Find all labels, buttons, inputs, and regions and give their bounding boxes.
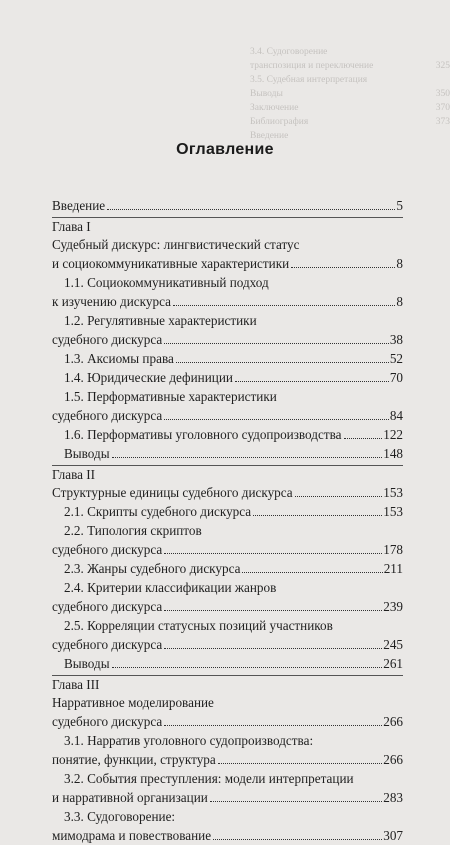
dot-leader — [164, 610, 382, 611]
toc-page-number: 8 — [396, 256, 403, 271]
toc-entry[interactable] — [52, 368, 403, 387]
bleed-line — [250, 101, 450, 115]
toc-page-number: 38 — [389, 332, 403, 347]
dot-leader — [210, 801, 382, 802]
toc-entry-title: 1.3. Аксиомы права — [64, 351, 174, 366]
toc-entry-line — [52, 387, 403, 406]
toc-entry-line — [52, 769, 403, 788]
toc-entry[interactable] — [52, 444, 403, 463]
toc-entry-title: Введение — [52, 198, 106, 213]
toc-entry-title: Нарративное моделирование — [52, 695, 214, 710]
toc-entry-title: судебного дискурса — [52, 714, 163, 729]
toc-page-number: 5 — [396, 198, 403, 213]
bleed-text: Заключение — [250, 103, 299, 113]
bleed-line — [250, 115, 450, 129]
toc-page-number: 283 — [383, 790, 403, 805]
toc-entry-title: 3.3. Судоговорение: — [64, 809, 176, 824]
toc-entry-title: и нарративной организации — [52, 790, 208, 805]
dot-leader — [213, 839, 382, 840]
dot-leader — [291, 267, 395, 268]
toc-page-number: 178 — [383, 542, 403, 557]
toc-page-number: 266 — [383, 752, 403, 767]
dot-leader — [112, 667, 383, 668]
toc-entry-title: 1.4. Юридические дефиниции — [64, 370, 233, 385]
toc-entry-line — [52, 273, 403, 292]
chapter-label: Глава I — [52, 219, 91, 234]
toc-entry-line — [52, 578, 403, 597]
toc-entry[interactable] — [52, 597, 403, 616]
bleed-text: Введение — [250, 131, 289, 141]
bleed-line — [250, 59, 450, 73]
bleed-text: Выводы — [250, 89, 283, 99]
toc-chapter-heading — [52, 675, 403, 693]
dot-leader — [253, 515, 382, 516]
toc-entry-title: Выводы — [64, 446, 110, 461]
toc-page-number: 239 — [383, 599, 403, 614]
toc-entry-title: судебного дискурса — [52, 408, 163, 423]
toc-page-number: 122 — [383, 427, 403, 442]
toc-entry-title: 1.5. Перформативные характеристики — [64, 389, 277, 404]
toc-entry[interactable] — [52, 559, 403, 578]
bleed-text: 3.4. Судоговорение — [250, 47, 328, 57]
toc-page-number: 211 — [383, 561, 403, 576]
toc-entry-title: 2.4. Критерии классификации жанров — [64, 580, 277, 595]
toc-entry[interactable] — [52, 654, 403, 673]
toc-page-number: 245 — [383, 637, 403, 652]
toc-entry-title: к изучению дискурса — [52, 294, 171, 309]
toc-chapter-heading — [52, 465, 403, 483]
bleed-page-number: 373 — [435, 117, 450, 127]
chapter-label: Глава II — [52, 467, 96, 482]
toc-page-number: 266 — [383, 714, 403, 729]
dot-leader — [107, 209, 395, 210]
page-title: Оглавление — [176, 141, 274, 158]
toc-entry[interactable] — [52, 196, 403, 215]
bleed-line — [250, 87, 450, 101]
dot-leader — [218, 763, 382, 764]
toc-page-number: 153 — [383, 485, 403, 500]
dot-leader — [164, 419, 389, 420]
toc-entry-title: 1.1. Социокоммуникативный подход — [64, 275, 269, 290]
bleed-page-number: 350 — [435, 89, 450, 99]
toc-entry-title: Выводы — [64, 656, 110, 671]
toc-entry[interactable] — [52, 540, 403, 559]
toc-entry[interactable] — [52, 502, 403, 521]
toc-page-number: 148 — [383, 446, 403, 461]
toc-entry-line — [52, 311, 403, 330]
toc-chapter-heading — [52, 217, 403, 235]
bleed-page-number: 325 — [435, 61, 450, 71]
dot-leader — [242, 572, 382, 573]
toc-entry-title: 2.3. Жанры судебного дискурса — [64, 561, 241, 576]
toc-entry-title: судебного дискурса — [52, 637, 163, 652]
toc-entry-title: Судебный дискурс: лингвистический статус — [52, 237, 300, 252]
toc-entry-title: 1.6. Перформативы уголовного судопроизводства — [64, 427, 342, 442]
toc-entry-line — [52, 521, 403, 540]
dot-leader — [295, 496, 383, 497]
toc-entry[interactable] — [52, 330, 403, 349]
dot-leader — [164, 725, 382, 726]
toc-entry[interactable] — [52, 826, 403, 845]
bleed-text: транспозиция и переключение — [250, 61, 374, 71]
bleed-through-text — [250, 45, 450, 195]
chapter-label: Глава III — [52, 677, 100, 692]
toc-page-number: 70 — [389, 370, 403, 385]
toc-entry[interactable] — [52, 788, 403, 807]
dot-leader — [164, 343, 389, 344]
toc-entry-title: понятие, функции, структура — [52, 752, 216, 767]
toc-entry[interactable] — [52, 292, 403, 311]
toc-entry[interactable] — [52, 425, 403, 444]
toc-entry-title: 2.2. Типология скриптов — [64, 523, 202, 538]
dot-leader — [164, 648, 382, 649]
dot-leader — [173, 305, 395, 306]
toc-page-number: 84 — [389, 408, 403, 423]
toc-entry-title: Структурные единицы судебного дискурса — [52, 485, 293, 500]
toc-page-number: 52 — [389, 351, 403, 366]
toc-entry[interactable] — [52, 483, 403, 502]
toc-entry[interactable] — [52, 750, 403, 769]
dot-leader — [235, 381, 389, 382]
bleed-text: 3.5. Судебная интерпретация — [250, 75, 368, 85]
toc-page-number: 153 — [383, 504, 403, 519]
toc-entry-title: мимодрама и повествование — [52, 828, 212, 843]
toc-entry-title: и социокоммуникативные характеристики — [52, 256, 290, 271]
toc-entry-line — [52, 616, 403, 635]
toc-entry-line — [52, 731, 403, 750]
toc-entry[interactable] — [52, 635, 403, 654]
toc-entry[interactable] — [52, 349, 403, 368]
toc-entry-line — [52, 235, 403, 254]
bleed-page-number: 370 — [435, 103, 450, 113]
toc-entry-title: 2.1. Скрипты судебного дискурса — [64, 504, 252, 519]
dot-leader — [112, 457, 383, 458]
toc-entry-title: 1.2. Регулятивные характеристики — [64, 313, 257, 328]
toc-entry-title: 2.5. Корреляции статусных позиций участников — [64, 618, 333, 633]
toc-page-number: 8 — [396, 294, 403, 309]
toc-entry-title: судебного дискурса — [52, 542, 163, 557]
dot-leader — [344, 438, 383, 439]
bleed-line — [250, 45, 450, 59]
dot-leader — [176, 362, 389, 363]
toc-entry-title: 3.1. Нарратив уголовного судопроизводства: — [64, 733, 314, 748]
dot-leader — [164, 553, 382, 554]
toc-page-number: 261 — [383, 656, 403, 671]
toc-entry-title: судебного дискурса — [52, 332, 163, 347]
toc-page-number: 307 — [383, 828, 403, 843]
toc-entry[interactable] — [52, 712, 403, 731]
toc-entry[interactable] — [52, 254, 403, 273]
toc-entry-line — [52, 693, 403, 712]
toc-entry-title: судебного дискурса — [52, 599, 163, 614]
toc-entry-line — [52, 807, 403, 826]
toc-entry[interactable] — [52, 406, 403, 425]
bleed-text: Библиография — [250, 117, 309, 127]
bleed-line — [250, 73, 450, 87]
toc-entry-title: 3.2. События преступления: модели интерпретации — [64, 771, 354, 786]
